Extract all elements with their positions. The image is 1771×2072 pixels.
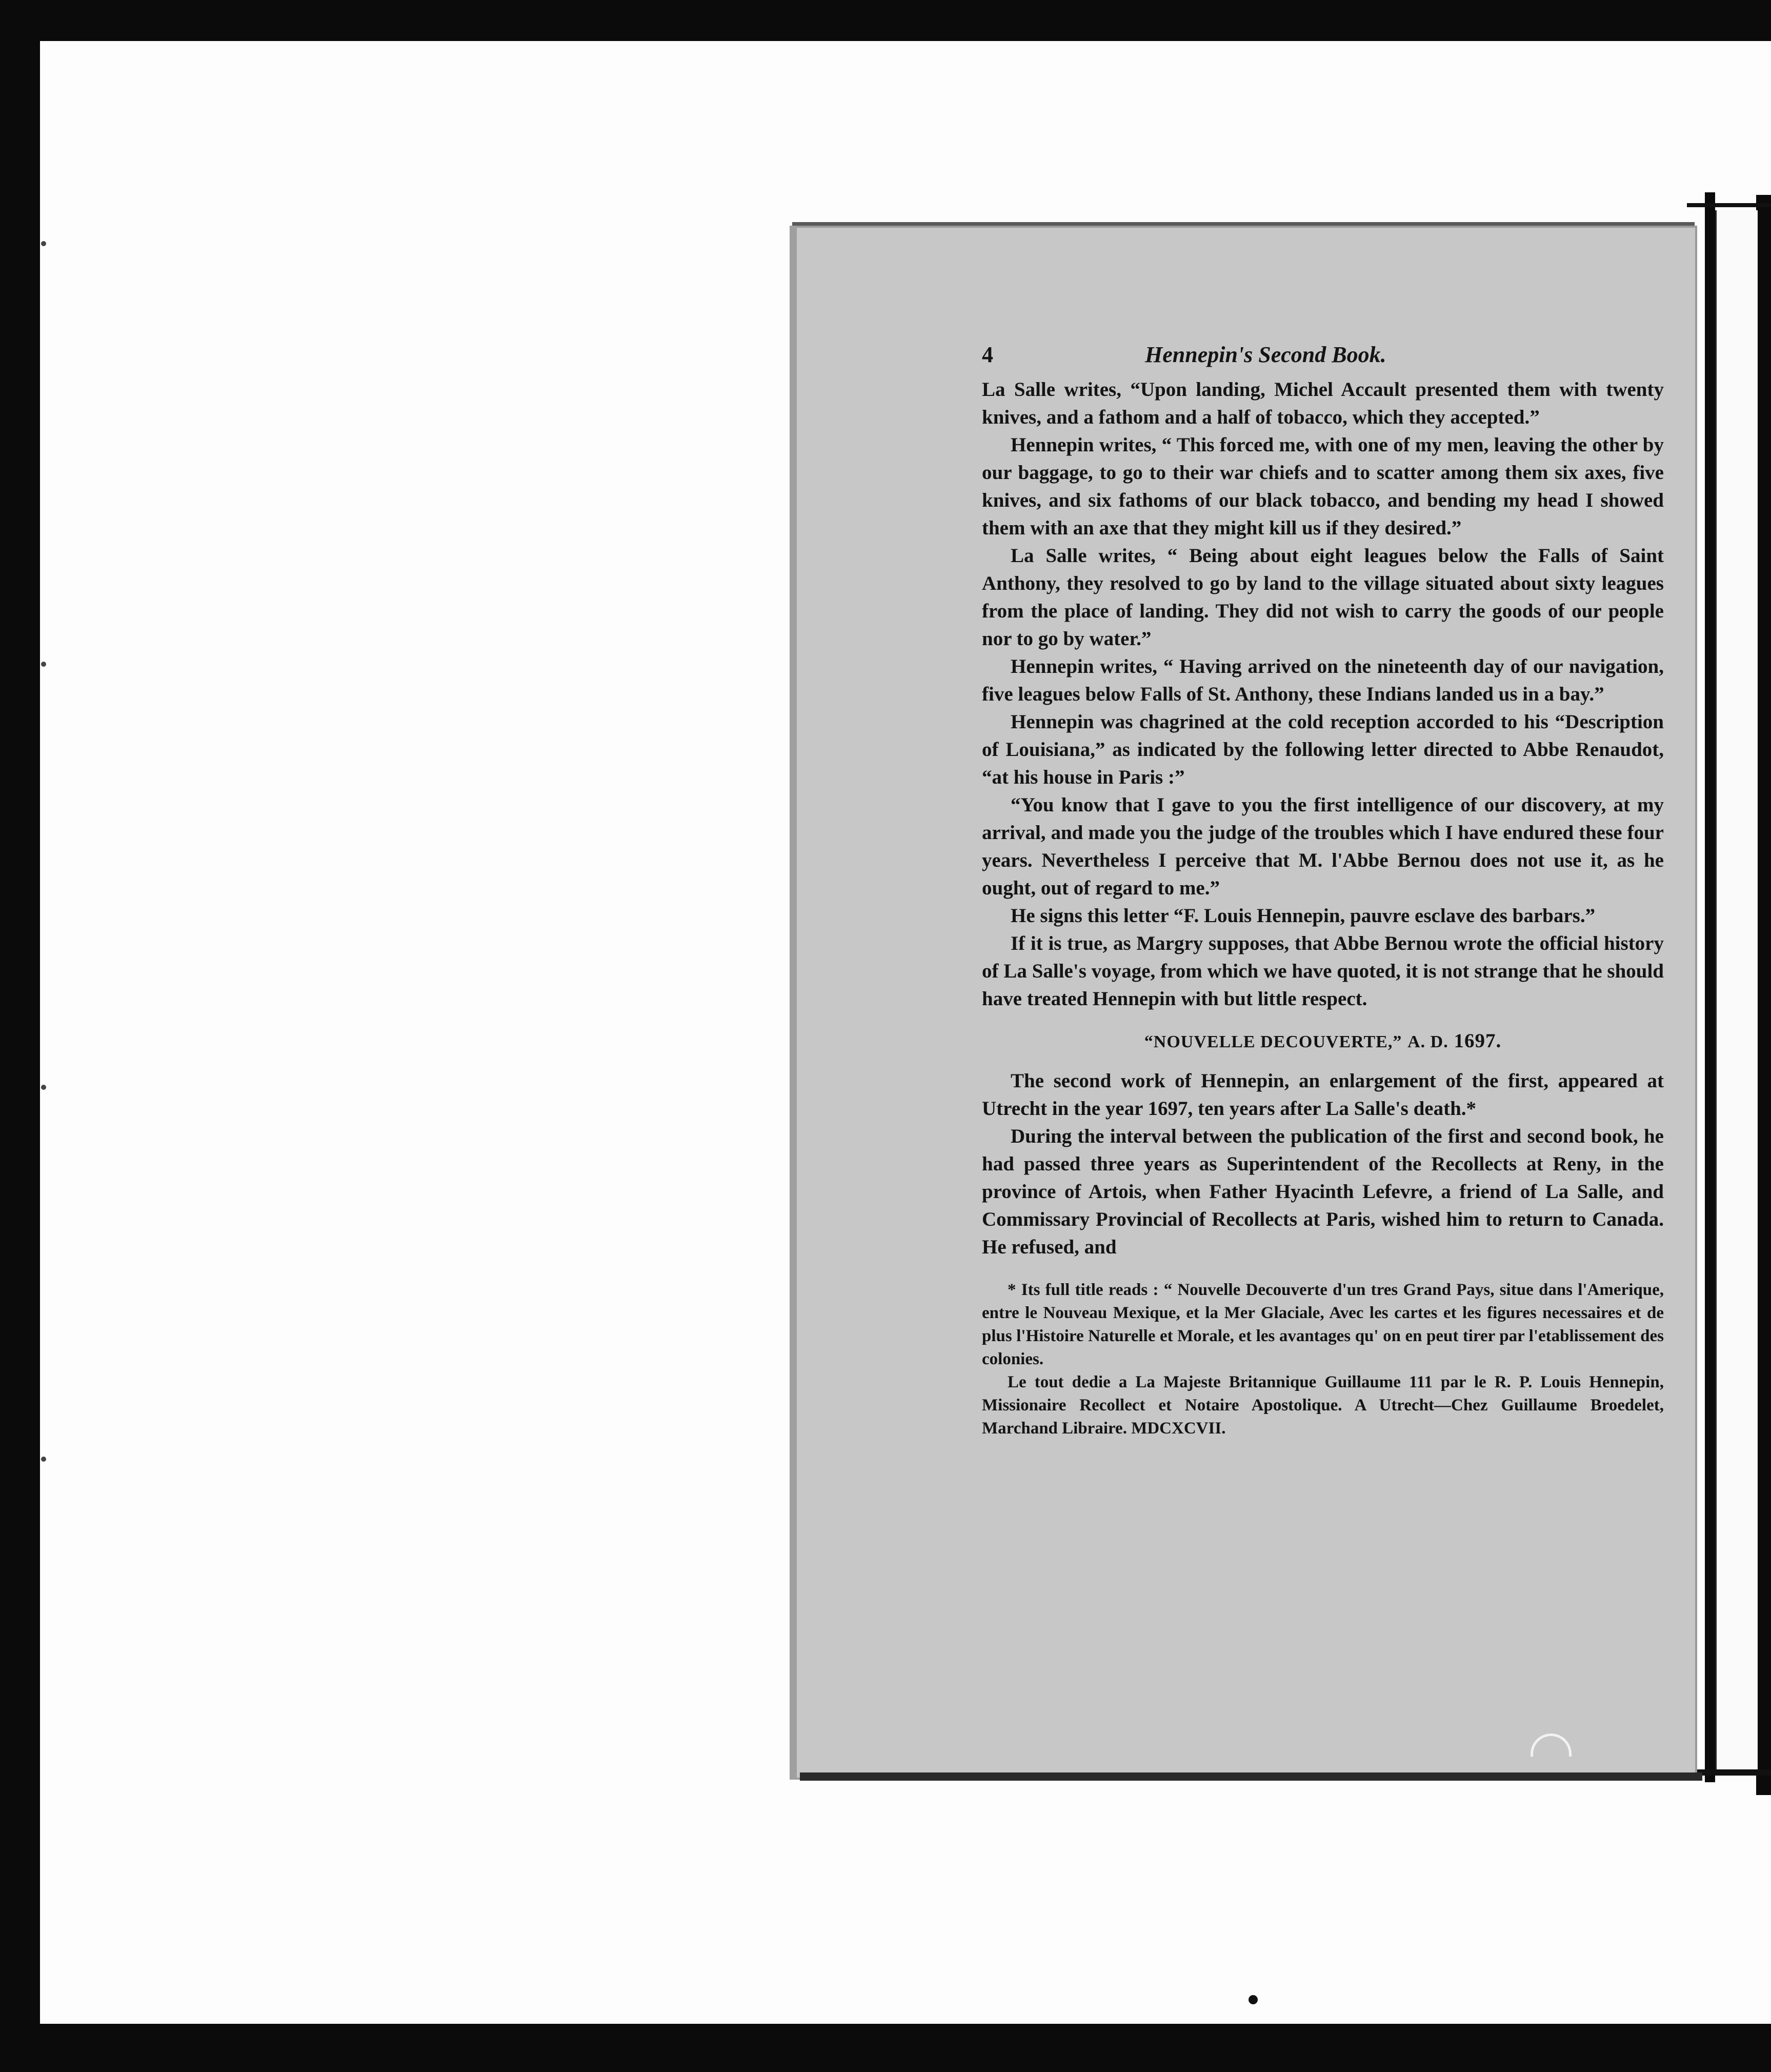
page-text xyxy=(982,341,1664,1440)
paragraph: He signs this letter “F. Louis Hennepin, pauvre esclave des barbars.” xyxy=(1011,905,1596,927)
footnotes xyxy=(982,1279,1664,1440)
binding-edge xyxy=(1756,195,1771,1795)
footnote: Le tout dedie a La Majeste Britannique Guillaume 111 par le R. P. Louis Hennepin, Missionaire Recollect et Notaire Apostolique. A Utrecht—Chez Guillaume Broedelet, Marchand Libraire. MDCXCVII. xyxy=(982,1373,1664,1438)
scan-speck xyxy=(41,241,46,246)
section-title: “NOUVELLE DECOUVERTE,” xyxy=(1144,1032,1402,1051)
scan-speck xyxy=(41,1085,46,1090)
scan-speck xyxy=(41,662,46,667)
section-year: 1697. xyxy=(1454,1030,1502,1052)
scan-speck xyxy=(1249,1995,1258,2004)
paragraph: La Salle writes, “Upon landing, Michel Accault presented them with twenty knives, and a fathom and a half of tobacco, which they accepted.” xyxy=(982,378,1664,428)
paragraph: Hennepin was chagrined at the cold reception accorded to his “Description of Louisiana,” as indicated by the following letter directed to Abbe Renaudot, “at his house in Paris :” xyxy=(982,711,1664,788)
paragraph: Hennepin writes, “ Having arrived on the nineteenth day of our navigation, five leagues below Falls of St. Anthony, these Indians landed us in a bay.” xyxy=(982,655,1664,705)
running-head: Hennepin's Second Book. xyxy=(1145,342,1386,367)
paragraph: La Salle writes, “ Being about eight leagues below the Falls of Saint Anthony, they resolved to go by land to the village situated about sixty leagues from the place of landing. They did not wish to carry the goods of our people nor to go by water.” xyxy=(982,545,1664,650)
binding-band xyxy=(1705,192,1715,1782)
page-header xyxy=(982,341,1664,369)
scan-speck xyxy=(41,1457,46,1462)
page-number: 4 xyxy=(982,342,993,367)
paragraph: Hennepin writes, “ This forced me, with one of my men, leaving the other by our baggage, to go to their war chiefs and to scatter among them six axes, five knives, and six fathoms of our black tobacco, and bending my head I showed them with an axe that they might kill us if they desired.” xyxy=(982,434,1664,539)
paragraph: If it is true, as Margry supposes, that Abbe Bernou wrote the official history of La Salle's voyage, from which we have quoted, it is not strange that he should have treated Hennepin with but little respect. xyxy=(982,932,1664,1010)
section-era: A. D. xyxy=(1407,1032,1448,1051)
section-heading xyxy=(982,1027,1664,1056)
paragraph: “You know that I gave to you the first intelligence of our discovery, at my arrival, and made you the judge of the troubles which I have endured these four years. Nevertheless I perceive that M. l'Abbe Bernou does not use it, as he ought, out of regard to me.” xyxy=(982,794,1664,899)
paragraph: The second work of Hennepin, an enlargement of the first, appeared at Utrecht in the year 1697, ten years after La Salle's death.* xyxy=(982,1070,1664,1120)
paragraph: During the interval between the publication of the first and second book, he had passed three years as Superintendent of the Recollects at Reny, in the province of Artois, when Father Hyacinth Lefevre, a friend of La Salle, and Commissary Provincial of Recollects at Paris, wished him to return to Canada. He refused, and xyxy=(982,1125,1664,1258)
adjacent-page-strip xyxy=(1715,210,1758,1769)
page-shadow xyxy=(790,226,797,1780)
page-bottom-edge xyxy=(800,1772,1702,1781)
footnote: * Its full title reads : “ Nouvelle Decouverte d'un tres Grand Pays, situe dans l'Amerique, entre le Nouveau Mexique, et la Mer Glaciale, Avec les cartes et les figures necessaires et de plus l'Histoire Naturelle et Morale, et les avantages qu' on en peut tirer par l'etablissement des colonies. xyxy=(982,1281,1664,1368)
binding-edge-top xyxy=(1687,203,1771,207)
